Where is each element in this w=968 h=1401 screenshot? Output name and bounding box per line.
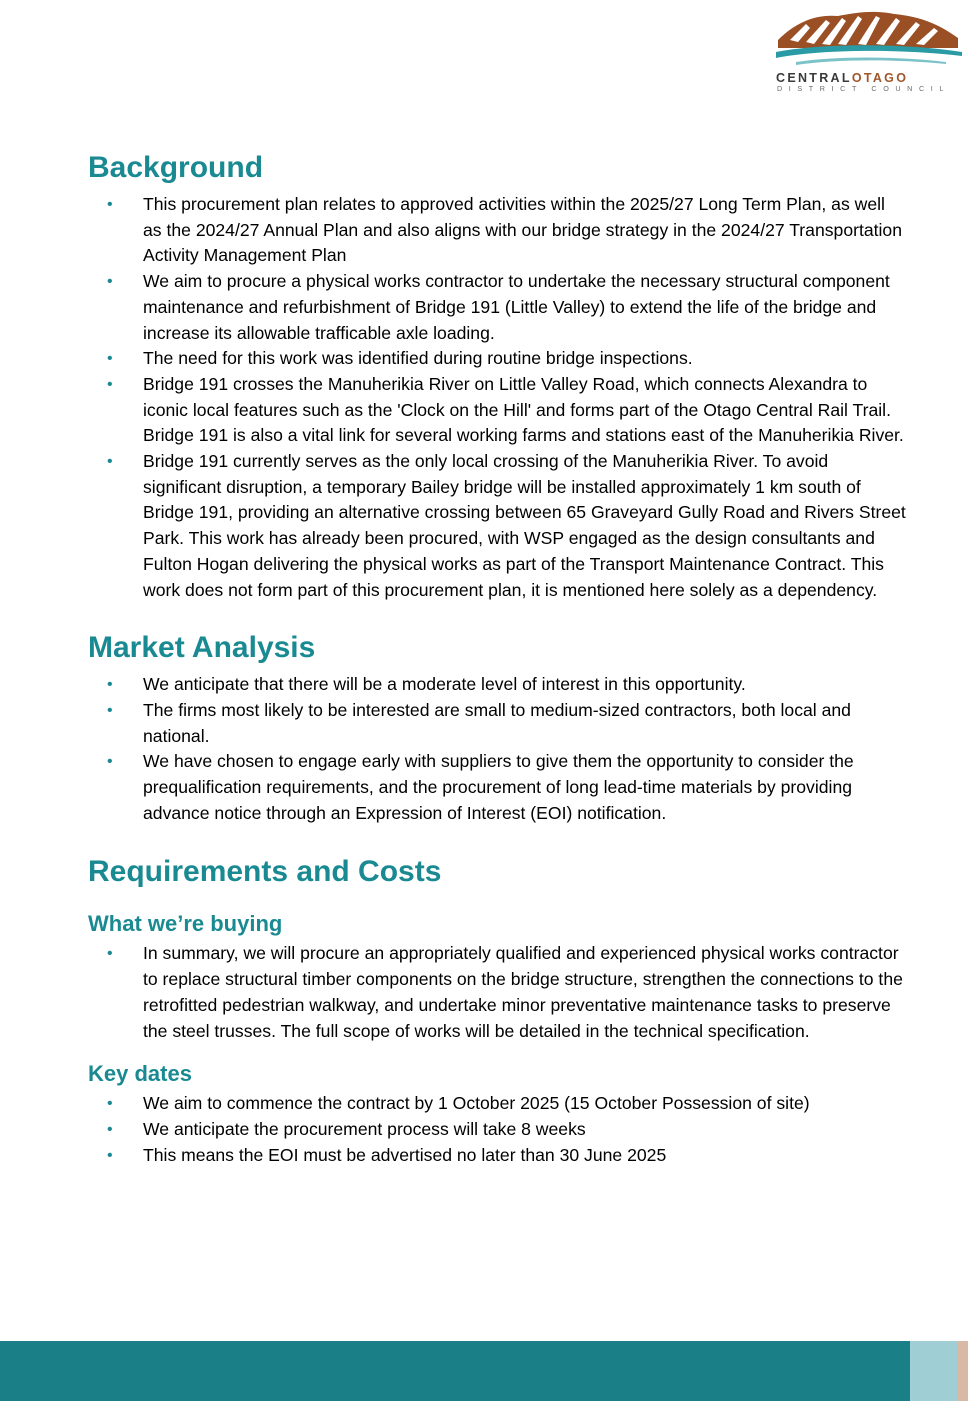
key-dates-section xyxy=(88,1057,908,1168)
requirements-heading: Requirements and Costs xyxy=(88,855,442,889)
mountain-logo-icon xyxy=(776,8,962,70)
market-analysis-heading: Market Analysis xyxy=(88,631,316,665)
logo-word-central: CENTRAL xyxy=(776,71,852,85)
background-section xyxy=(88,144,908,603)
list-item-text: We aim to procure a physical works contractor to undertake the necessary structural component maintenance and refurbishment of Bridge 191 (Little Valley) to extend the life of the bridge and increase its allowable trafficable axle loading. xyxy=(143,271,890,343)
list-item xyxy=(88,1143,908,1169)
what-buying-list xyxy=(88,941,908,1044)
list-item xyxy=(88,269,908,346)
what-buying-heading: What we’re buying xyxy=(88,911,283,937)
bullet-icon: • xyxy=(107,1146,113,1164)
list-item-text: Bridge 191 crosses the Manuherikia River on Little Valley Road, which connects Alexandra to iconic local features such as the 'Clock on the Hill' and forms part of the Otago Central Rail Trail. Bridge 191 is also a vital link for several working farms and stations east of the Manuherikia River. xyxy=(143,373,904,446)
list-item xyxy=(88,698,908,749)
background-heading: Background xyxy=(88,151,264,184)
document-body xyxy=(88,140,908,1168)
footer-bar xyxy=(0,1341,910,1401)
list-item-text: The need for this work was identified during routine bridge inspections. xyxy=(143,348,693,369)
list-item xyxy=(88,192,908,269)
list-item xyxy=(88,941,908,1044)
footer-accent-light xyxy=(910,1341,958,1401)
bullet-icon: • xyxy=(107,375,113,393)
bullet-icon: • xyxy=(107,273,113,291)
bullet-icon: • xyxy=(107,453,113,471)
background-list xyxy=(88,192,908,603)
list-item xyxy=(88,1117,908,1143)
market-analysis-section xyxy=(88,624,908,826)
list-item xyxy=(88,449,908,603)
bullet-icon: • xyxy=(107,1095,113,1113)
bullet-icon: • xyxy=(107,945,113,963)
list-item xyxy=(88,749,908,826)
bullet-icon: • xyxy=(107,676,113,694)
footer-accent-tan xyxy=(958,1341,968,1401)
list-item-text: The firms most likely to be interested are small to medium-sized contractors, both local and national. xyxy=(143,699,851,746)
logo-wordmark xyxy=(776,71,962,85)
list-item xyxy=(88,346,908,372)
bullet-icon: • xyxy=(107,701,113,719)
list-item-text: We aim to commence the contract by 1 October 2025 (15 October Possession of site) xyxy=(143,1093,810,1114)
bullet-icon: • xyxy=(107,196,113,213)
market-analysis-list xyxy=(88,672,908,826)
bullet-icon: • xyxy=(107,350,113,368)
key-dates-heading: Key dates xyxy=(88,1061,192,1087)
logo-word-otago: OTAGO xyxy=(851,71,909,85)
bullet-icon: • xyxy=(107,1120,113,1138)
requirements-section xyxy=(88,848,908,896)
list-item-text: We have chosen to engage early with suppliers to give them the opportunity to consider the prequalification requirements, and the procurement of long lead-time materials by providing advance notice through an Expression of Interest (EOI) notification. xyxy=(143,751,854,823)
bullet-icon: • xyxy=(107,753,113,771)
list-item-text: Bridge 191 currently serves as the only local crossing of the Manuherikia River. To avoid significant disruption, a temporary Bailey bridge will be installed approximately 1 km south of Bridge 191, providing an alternative crossing between 65 Graveyard Gully Road and Rivers Street Park. This work has already been procured, with WSP engaged as the design consultants and Fulton Hogan delivering the physical works as part of the Transport Maintenance Contract. This work does not form part of this procurement plan, it is mentioned here solely as a dependency. xyxy=(143,451,906,600)
list-item xyxy=(88,672,908,698)
list-item-text: This means the EOI must be advertised no later than 30 June 2025 xyxy=(143,1144,667,1165)
list-item xyxy=(88,372,908,449)
council-logo xyxy=(776,8,962,93)
key-dates-list xyxy=(88,1091,908,1168)
list-item-text: We anticipate that there will be a moderate level of interest in this opportunity. xyxy=(143,674,746,695)
logo-subtitle: DISTRICT COUNCIL xyxy=(777,84,950,93)
what-buying-section xyxy=(88,907,908,1044)
list-item xyxy=(88,1091,908,1117)
list-item-text: In summary, we will procure an appropriately qualified and experienced physical works contractor to replace structural timber components on the bridge structure, strengthen the connections to the retrofitted pedestrian walkway, and undertake minor preventative maintenance tasks to preserve the steel trusses. The full scope of works will be detailed in the technical specification. xyxy=(143,943,903,1041)
list-item-text: We anticipate the procurement process will take 8 weeks xyxy=(143,1118,586,1139)
list-item-text: This procurement plan relates to approved activities within the 2025/27 Long Term Plan, as well as the 2024/27 Annual Plan and also aligns with our bridge strategy in the 2024/27 Transportation Activity Management Plan xyxy=(143,194,903,266)
